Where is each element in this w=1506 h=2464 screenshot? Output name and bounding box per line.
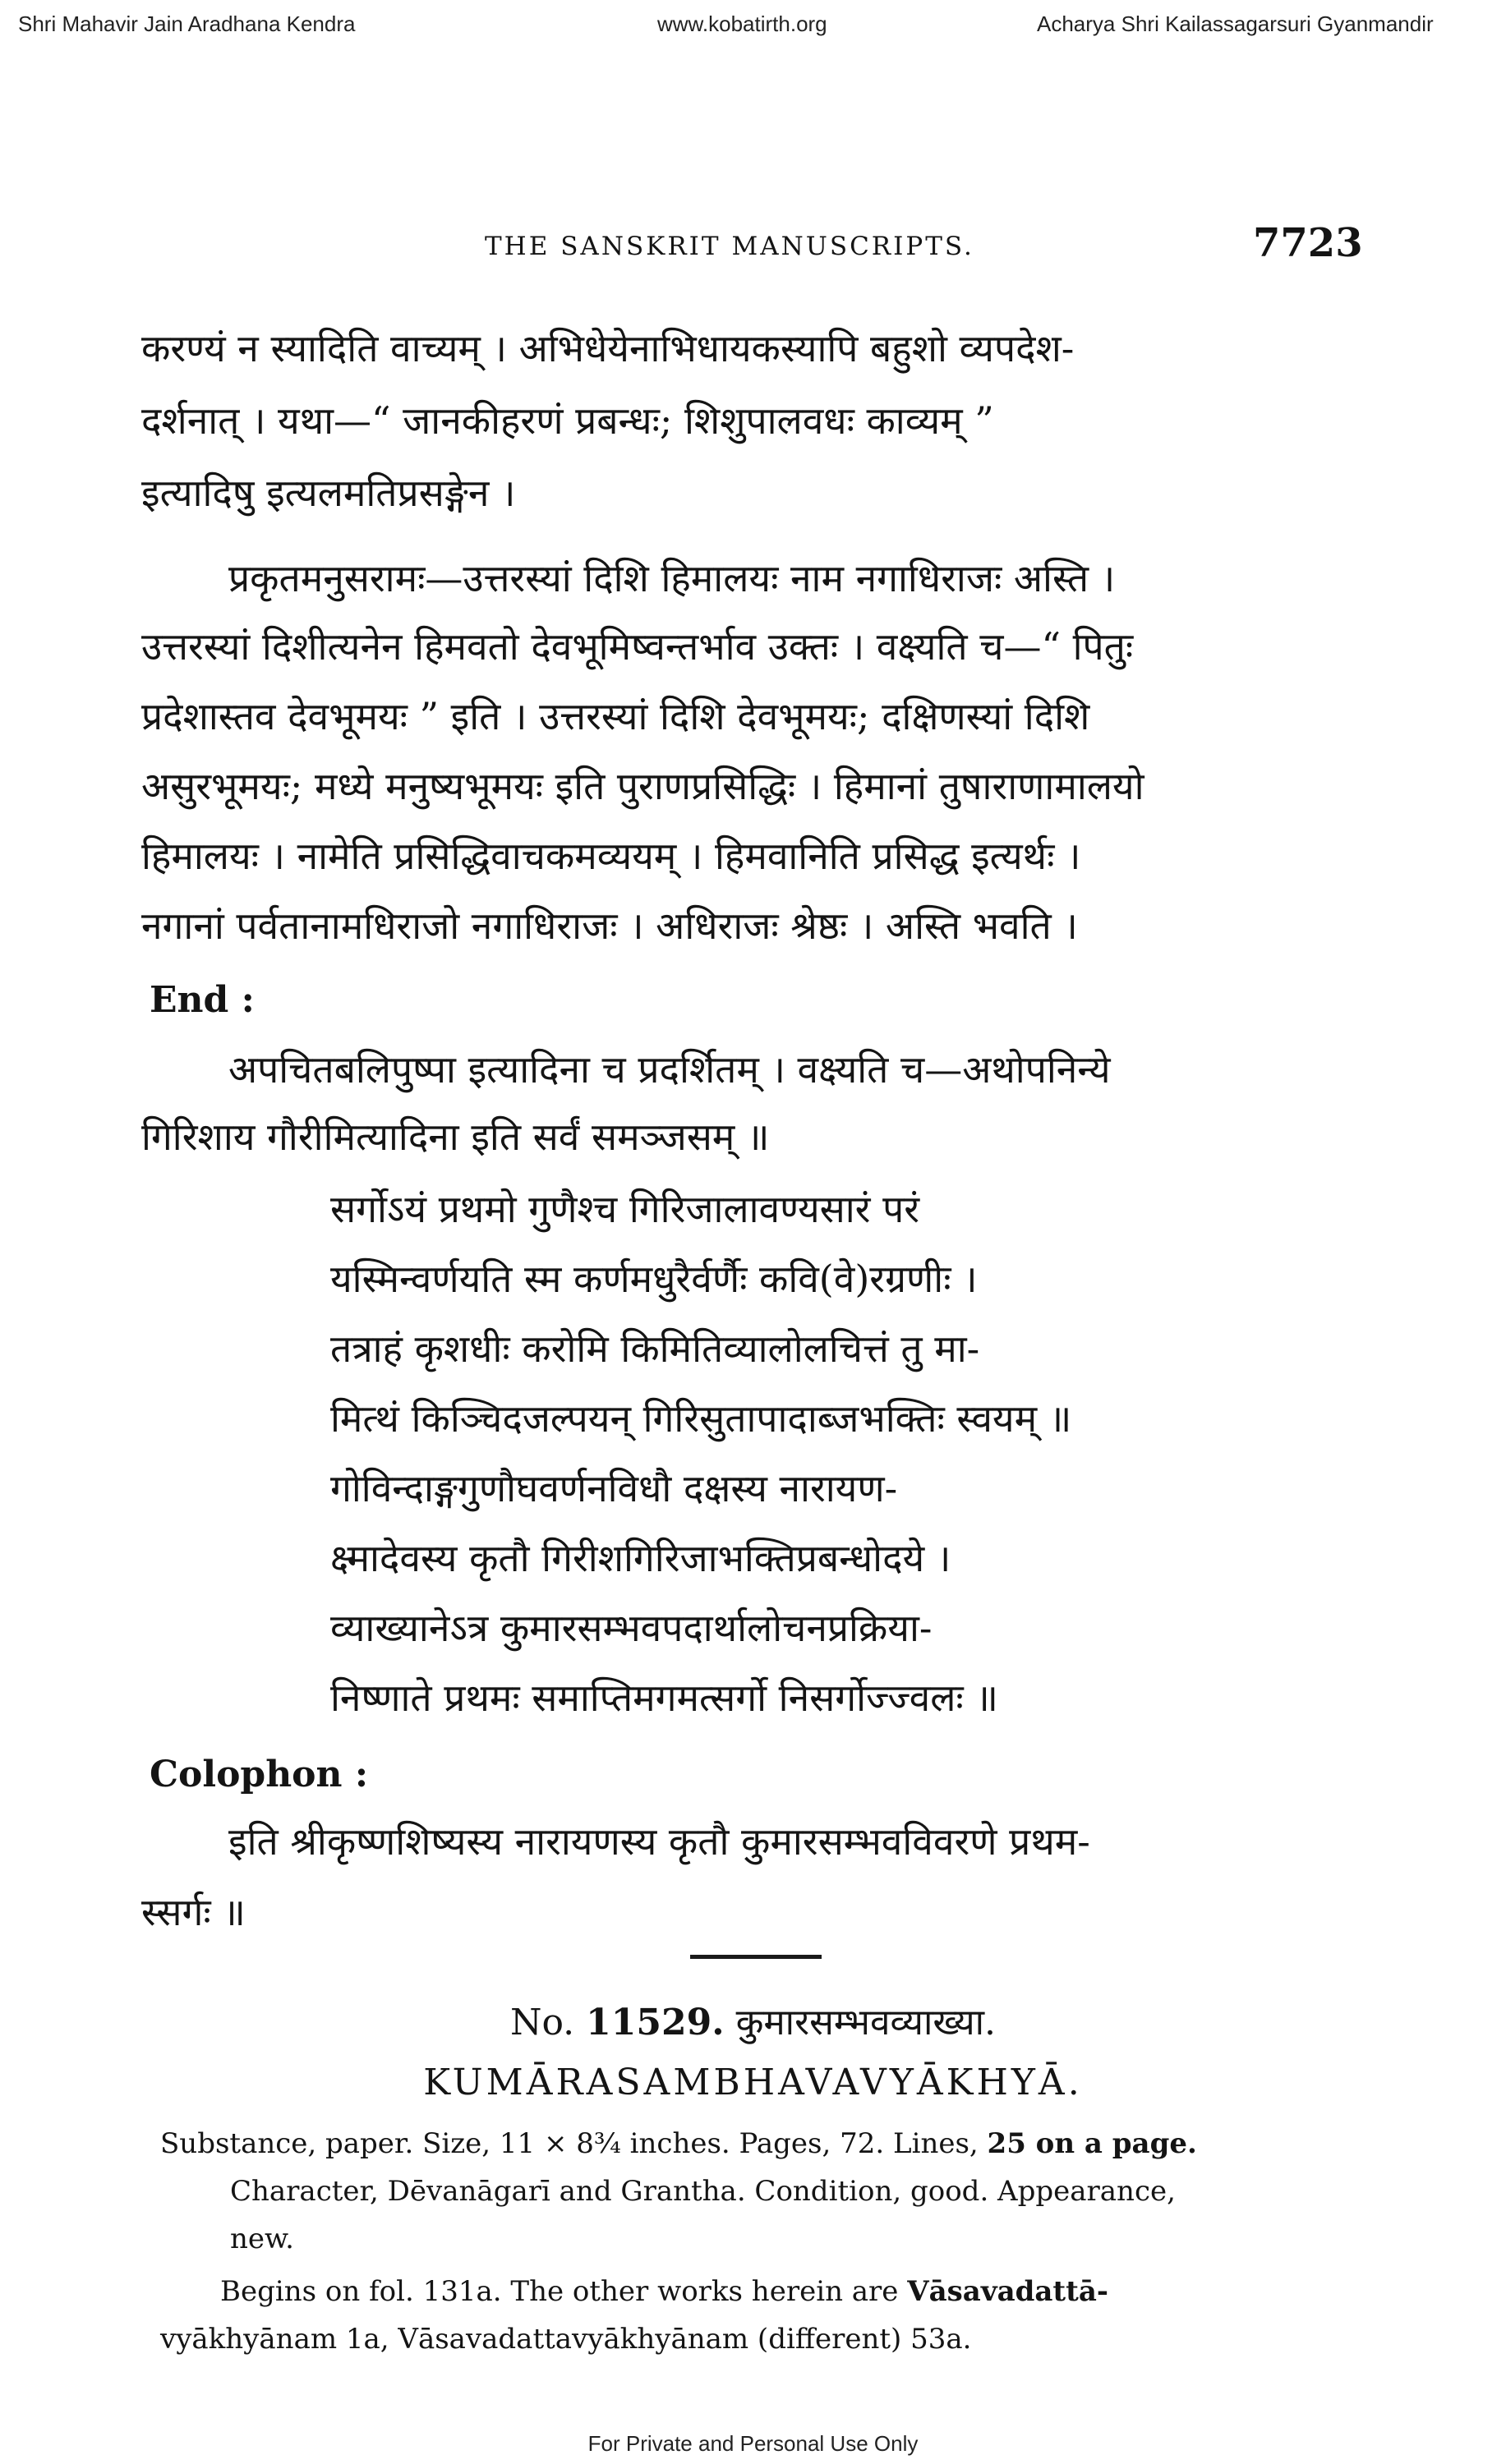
entry-meta-substance: Substance, paper. Size, 11 × 8¾ inches. Pages, 72. Lines, (160, 2127, 979, 2160)
verse-line-7: व्याख्यानेऽत्र कुमारसम्भवपदार्थालोचनप्रक्रिया- (330, 1606, 933, 1650)
entry-begins-work: Vāsavadattā- (907, 2275, 1108, 2308)
page-number: 7723 (1253, 220, 1363, 266)
verse-line-2: यस्मिन्वर्णयति स्म कर्णमधुरैर्वर्णैः कवि(वे)रग्रणीः । (330, 1257, 978, 1301)
intro-line-1: करण्यं न स्यादिति वाच्यम् । अभिधेयेनाभिधायकस्यापि बहुशो व्यपदेश- (141, 326, 1075, 370)
end-line-2: गिरिशाय गौरीमित्यादिना इति सर्वं समञ्जसम् ॥ (141, 1115, 770, 1159)
verse-line-6: क्ष्मादेवस्य कृतौ गिरीशगिरिजाभक्तिप्रबन्धोदये । (330, 1536, 951, 1580)
colophon-line-2: स्सर्गः ॥ (141, 1890, 246, 1934)
entry-meta-line-2: Character, Dēvanāgarī and Grantha. Condition, good. Appearance, (230, 2175, 1176, 2208)
verse-line-3: तत्राहं कृशधीः करोमि किमितिव्यालोलचित्तं तु मा- (330, 1326, 980, 1371)
end-line-1: अपचितबलिपुष्पा इत्यादिना च प्रदर्शितम् । वक्ष्यति च—अथोपनिन्ये (228, 1047, 1111, 1092)
footer-notice: For Private and Personal Use Only (587, 2431, 919, 2456)
entry-title-devanagari: कुमारसम्भवव्याख्या. (735, 2002, 997, 2043)
running-head: THE SANSKRIT MANUSCRIPTS. (485, 232, 974, 261)
entry-number-prefix: No. (509, 2002, 575, 2043)
para-line-2: उत्तरस्यां दिशीत्यनेन हिमवतो देवभूमिष्वन्तर्भाव उक्तः । वक्ष्यति च—“ पितुः (141, 624, 1134, 669)
section-divider (690, 1955, 822, 1959)
entry-meta-line-1 (160, 2127, 1197, 2160)
para-line-6: नगानां पर्वतानामधिराजो नगाधिराजः । अधिराजः श्रेष्ठः । अस्ति भवति । (141, 903, 1078, 948)
verse-line-8: निष्णाते प्रथमः समाप्तिमगमत्सर्गो निसर्गोज्ज्वलः ॥ (330, 1676, 998, 1720)
para-line-5: हिमालयः । नामेति प्रसिद्धिवाचकमव्ययम् । हिमवानिति प्रसिद्ध इत्यर्थः । (141, 834, 1081, 878)
entry-begins-line-2: vyākhyānam 1a, Vāsavadattavyākhyānam (different) 53a. (160, 2323, 972, 2356)
verse-line-1: सर्गोऽयं प्रथमो गुणैश्च गिरिजालावण्यसारं परं (330, 1187, 920, 1231)
entry-begins-text: Begins on fol. 131a. The other works herein are (220, 2275, 899, 2308)
colophon-label: Colophon : (150, 1754, 369, 1795)
header-center-url[interactable]: www.kobatirth.org (657, 11, 827, 36)
intro-line-2: दर्शनात् । यथा—“ जानकीहरणं प्रबन्धः; शिशुपालवधः काव्यम् ” (141, 398, 994, 443)
para-line-1: प्रकृतमनुसरामः—उत्तरस्यां दिशि हिमालयः नाम नगाधिराजः अस्ति । (228, 556, 1116, 600)
entry-number: 11529. (586, 2002, 725, 2043)
para-line-3: प्रदेशास्तव देवभूमयः ” इति । उत्तरस्यां दिशि देवभूमयः; दक्षिणस्यां दिशि (141, 694, 1090, 738)
entry-title-transliteration: KUMĀRASAMBHAVAVYĀKHYĀ. (423, 2062, 1083, 2103)
entry-meta-lines: 25 on a page. (987, 2127, 1197, 2160)
entry-heading (0, 1996, 1506, 2045)
verse-line-4: मित्थं किञ्चिदजल्पयन् गिरिसुतापादाब्जभक्तिः स्वयम् ॥ (330, 1396, 1072, 1441)
header-left: Shri Mahavir Jain Aradhana Kendra (18, 11, 356, 36)
header-right: Acharya Shri Kailassagarsuri Gyanmandir (1037, 11, 1434, 36)
colophon-line-1: इति श्रीकृष्णशिष्यस्य नारायणस्य कृतौ कुमारसम्भवविवरणे प्रथम- (228, 1819, 1090, 1864)
entry-meta-line-3: new. (230, 2223, 294, 2255)
para-line-4: असुरभूमयः; मध्ये मनुष्यभूमयः इति पुराणप्रसिद्धिः । हिमानां तुषाराणामालयो (141, 764, 1144, 808)
end-label: End : (150, 979, 255, 1021)
entry-begins-line-1 (220, 2275, 1108, 2308)
intro-line-3: इत्यादिषु इत्यलमतिप्रसङ्गेन । (141, 471, 516, 515)
verse-line-5: गोविन्दाङ्गगुणौघवर्णनविधौ दक्षस्य नारायण- (330, 1466, 898, 1510)
